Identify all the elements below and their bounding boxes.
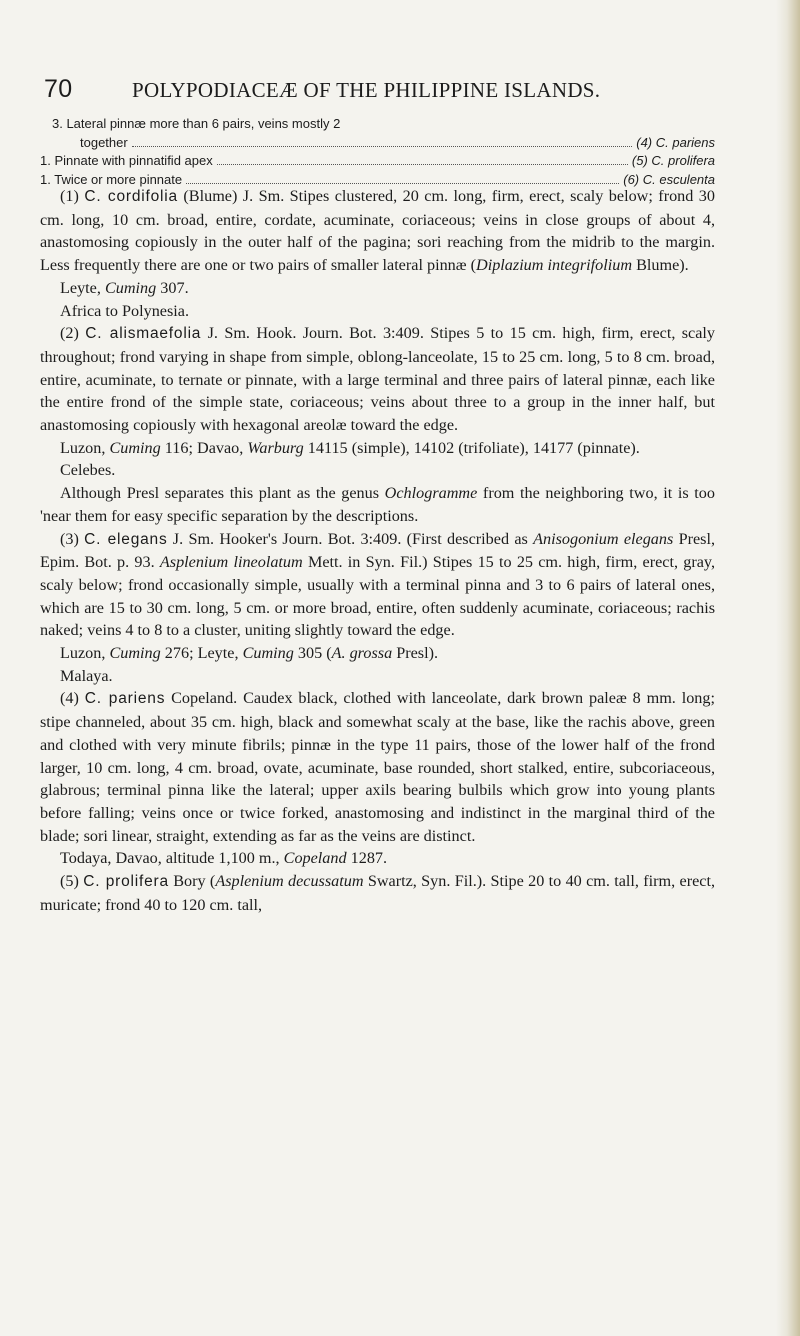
locality-text: 276; Leyte, — [160, 644, 243, 663]
entry-number: (5) — [60, 872, 79, 891]
entry-text: Presl, Epim. Bot. p. 93. — [40, 529, 715, 572]
locality-text: 14115 (simple), 14102 (trifoliate), 14177 (pinnate). — [303, 438, 640, 457]
note-text: from the neighboring two, it is too 'near them for easy specific separation by the descriptions. — [40, 484, 715, 525]
entry-number: (3) — [60, 529, 79, 548]
distribution: Celebes. — [60, 461, 116, 480]
locality — [40, 437, 715, 460]
species-entry — [40, 528, 715, 643]
key-line-result: (4) C. pariens — [636, 134, 715, 150]
key-line-text: 3. Lateral pinnæ more than 6 pairs, veins mostly 2 — [52, 116, 341, 131]
locality-text: 1287. — [346, 849, 388, 868]
key-line-result: (5) C. prolifera — [631, 153, 715, 168]
key-line — [40, 135, 715, 154]
body-text — [40, 185, 715, 917]
entry-text: Copeland. Caudex black, clothed with lanceolate, dark brown paleæ 8 mm. long; stipe channeled, about 35 cm. high, black and somewhat scaly at the base, like the rachis above, green and clothed with very minute fibrils; pinnæ in the type 11 pairs, those of the lower half of the frond larger, 10 cm. long, 4 cm. broad, ovate, acuminate, base rounded, short stalked, entire, subcoriaceous, glabrous; terminal pinna like the lateral; upper axils bearing bulbils which grow into young plants before falling; veins once or twice forked, anastomosing and indistinct in the marginal third of the blade; sori linear, straight, extending as far as the veins are distinct. — [40, 689, 715, 845]
synonym: Asplenium decussatum — [215, 872, 364, 891]
locality-text: Presl). — [392, 644, 439, 663]
entry-text: (Blume) J. Sm. Stipes clustered, 20 cm. long, firm, erect, scaly below; frond 30 cm. long, 10 cm. broad, entire, cordate, acuminate, coriaceous; veins in close groups of about 4, anastomosing copiously in the outer half of the pagina; sori reaching from the midrib to the margin. Less frequently there are one or two pairs of smaller lateral pinnæ ( — [40, 187, 715, 275]
key-line-result: (6) C. esculenta — [623, 171, 715, 187]
synonym: Anisogonium elegans — [533, 529, 674, 548]
locality — [40, 847, 715, 870]
entry-text: J. Sm. Hooker's Journ. Bot. 3:409. (First described as — [167, 529, 534, 548]
collector: Cuming — [104, 278, 157, 297]
locality-text: Todaya, Davao, altitude 1,100 m., — [60, 849, 284, 868]
key-line-text: 1. Twice or more pinnate — [40, 171, 183, 187]
species-name: C. elegans — [84, 530, 168, 548]
locality-text: Luzon, — [60, 438, 110, 457]
key-line-text: together — [80, 134, 128, 150]
species-entry — [40, 185, 715, 277]
locality-text: 307. — [156, 278, 189, 297]
synonym: Asplenium lineolatum — [159, 553, 303, 572]
collector: Cuming — [109, 438, 161, 457]
key-line — [40, 153, 715, 172]
entry-text: Swartz, Syn. Fil.). Stipe 20 to 40 cm. tall, firm, erect, muricate; frond 40 to 120 cm. tall, — [40, 872, 716, 914]
collector: Cuming — [109, 644, 161, 663]
locality-text: Leyte, — [60, 278, 105, 297]
identification-key — [40, 116, 715, 190]
locality-text: 116; Davao, — [160, 438, 248, 457]
leader-dots — [132, 146, 633, 147]
species-entry — [40, 870, 715, 916]
distribution: Africa to Polynesia. — [60, 301, 190, 320]
entry-text: Mett. in Syn. Fil.) Stipes 15 to 25 cm. high, firm, erect, gray, scaly below; frond occasionally simple, usually with a terminal pinna and 3 to 6 pairs of lateral ones, which are 15 to 30 cm. long, 5 cm. or more broad, entire, often suddenly acuminate, coriaceous; rachis naked; veins 4 to 8 to a cluster, uniting slightly toward the edge. — [40, 553, 715, 640]
page-number: 70 — [44, 75, 73, 103]
note — [40, 482, 715, 527]
synonym: A. grossa — [331, 644, 393, 663]
entry-text: Bory ( — [168, 872, 216, 891]
species-name: C. cordifolia — [84, 188, 178, 205]
species-entry — [40, 322, 715, 437]
entry-number: (2) — [60, 324, 79, 343]
genus-name: Ochlogramme — [384, 484, 478, 503]
species-name: C. pariens — [84, 690, 166, 708]
entry-text: Blume). — [632, 256, 689, 275]
locality — [40, 277, 715, 300]
note-text: Although Presl separates this plant as the genus — [60, 484, 385, 503]
entry-text: J. Sm. Hook. Journ. Bot. 3:409. Stipes 5 to 15 cm. high, firm, erect, scaly throughout; frond varying in shape from simple, oblong-lanceolate, 15 to 25 cm. long, 5 to 8 cm. broad, entire, acuminate, to ternate or pinnate, with a large terminal and three pairs of lateral pinnæ, each like the entire frond of the simple state, coriaceous; veins about three to a group in the inner half, but anastomosing copiously with hexagonal areolæ toward the edge. — [40, 324, 715, 435]
collector: Copeland — [283, 849, 347, 868]
collector: Warburg — [247, 438, 304, 457]
leader-dots — [217, 164, 628, 165]
species-name: C. alismaefolia — [85, 325, 202, 343]
key-line-text: 1. Pinnate with pinnatifid apex — [40, 153, 213, 168]
page-edge-shadow — [776, 0, 800, 1336]
synonym: Diplazium integrifolium — [476, 256, 633, 275]
species-entry — [40, 687, 715, 847]
species-name: C. prolifera — [83, 873, 169, 891]
running-title: POLYPODIACEÆ OF THE PHILIPPINE ISLANDS. — [132, 78, 601, 102]
distribution: Malaya. — [60, 666, 113, 685]
locality-text: Luzon, — [60, 644, 110, 663]
locality — [40, 642, 715, 665]
locality-text: 305 ( — [293, 644, 332, 663]
entry-number: (4) — [60, 689, 79, 708]
key-line — [40, 116, 715, 135]
entry-number: (1) — [60, 187, 79, 205]
collector: Cuming — [242, 644, 294, 663]
leader-dots — [186, 183, 619, 184]
